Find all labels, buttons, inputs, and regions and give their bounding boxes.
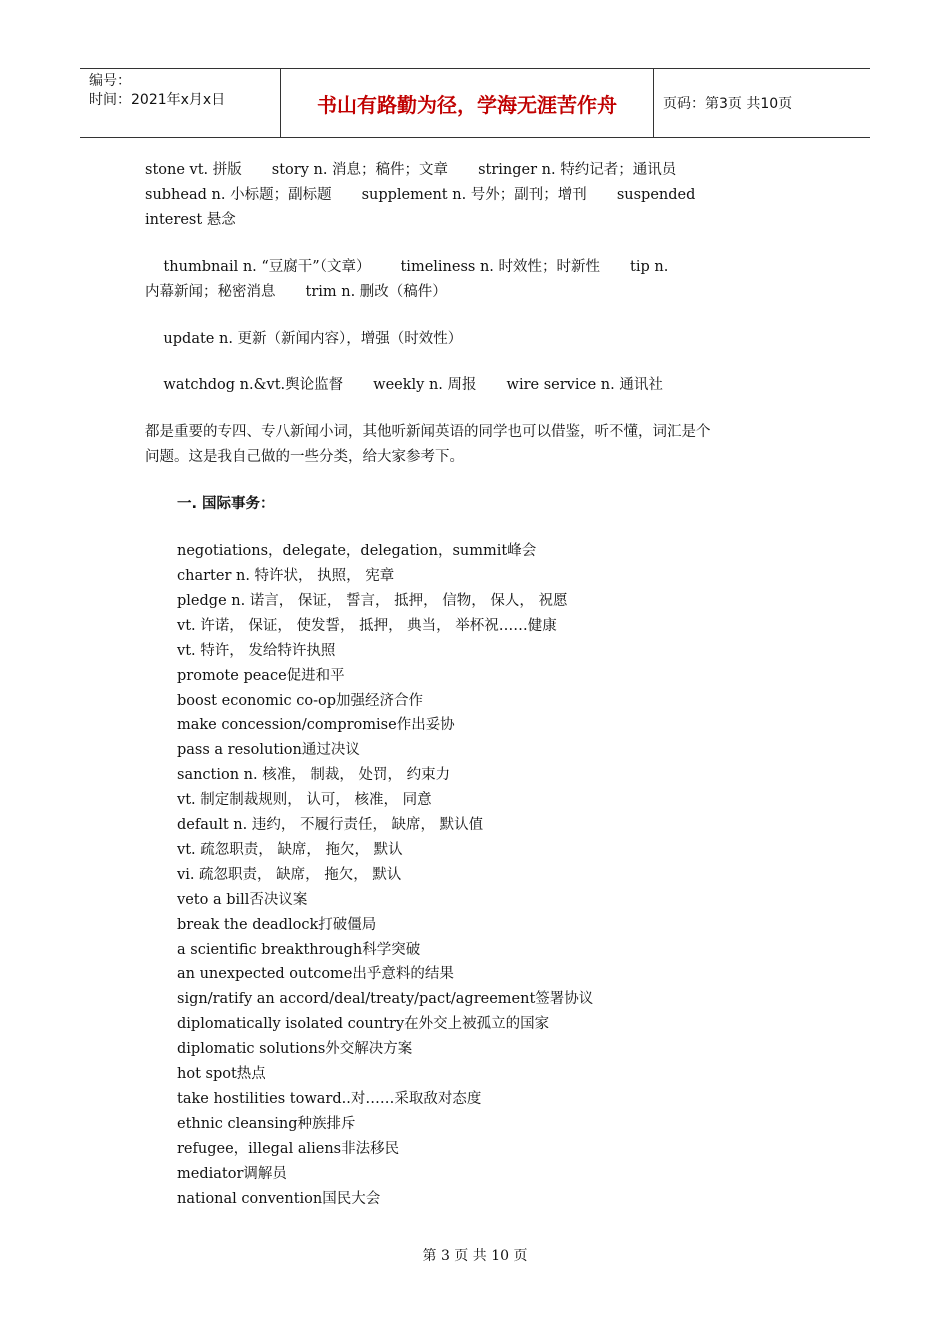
vocab-row bbox=[145, 327, 805, 352]
list-item: pledge n. 诺言， 保证， 誓言， 抵押， 信物， 保人， 祝愿 bbox=[177, 592, 568, 609]
list-item: vi. 疏忽职责， 缺席， 拖欠， 默认 bbox=[177, 866, 402, 883]
page-footer: 第 3 页 共 10 页 bbox=[422, 1248, 528, 1264]
vocab-term: 内幕新闻；秘密消息 bbox=[145, 283, 276, 300]
section-heading: 一. 国际事务： bbox=[177, 496, 275, 513]
vocab-term: story n. 消息；稿件；文章 bbox=[271, 162, 449, 178]
vocab-term: thumbnail n. “豆腐干”（文章） bbox=[145, 258, 371, 275]
vocab-line bbox=[145, 208, 805, 233]
vocab-line bbox=[145, 158, 805, 183]
vocab-term: stone vt. 拼版 bbox=[145, 162, 242, 178]
vocab-term: interest 悬念 bbox=[145, 211, 236, 228]
list-item: vt. 制定制裁规则， 认可， 核准， 同意 bbox=[177, 792, 432, 809]
list-item: an unexpected outcome出乎意料的结果 bbox=[177, 966, 454, 983]
header-meta bbox=[80, 69, 281, 137]
page-header bbox=[80, 68, 870, 138]
list-item: ethnic cleansing种族排斥 bbox=[177, 1115, 356, 1132]
list-item: national convention国民大会 bbox=[177, 1190, 381, 1207]
intro-paragraph bbox=[145, 420, 805, 470]
list-item: break the deadlock打破僵局 bbox=[177, 916, 377, 933]
list-item: hot spot热点 bbox=[177, 1066, 266, 1083]
vocab-row bbox=[145, 158, 805, 233]
list-item: negotiations，delegate，delegation，summit峰会 bbox=[177, 543, 537, 560]
vocab-line bbox=[145, 183, 805, 208]
vocab-line bbox=[145, 373, 805, 398]
vocab-line bbox=[145, 327, 805, 352]
vocab-term: update n. 更新（新闻内容），增强（时效性） bbox=[145, 330, 463, 347]
list-item: diplomatic solutions外交解决方案 bbox=[177, 1041, 413, 1058]
list-item: promote peace促进和平 bbox=[177, 667, 345, 684]
list-item: sign/ratify an accord/deal/treaty/pact/agreement签署协议 bbox=[177, 991, 594, 1008]
vocab-block bbox=[145, 158, 805, 398]
list-item: take hostilities toward..对……采取敌对态度 bbox=[177, 1091, 482, 1107]
vocab-term: watchdog n.&vt.舆论监督 bbox=[145, 377, 344, 394]
list-item: default n. 违约， 不履行责任， 缺席， 默认值 bbox=[177, 817, 484, 834]
header-page-number: 页码：第3页 共10页 bbox=[663, 96, 793, 112]
vocab-line bbox=[145, 255, 805, 280]
document-body bbox=[145, 158, 805, 1212]
header-motto: 书山有路勤为径，学海无涯苦作舟 bbox=[281, 69, 654, 137]
vocab-term: trim n. 删改（稿件） bbox=[305, 283, 447, 300]
list-item: pass a resolution通过决议 bbox=[177, 742, 360, 759]
list-item: charter n. 特许状， 执照， 宪章 bbox=[177, 567, 395, 584]
vocab-term: timeliness n. 时效性；时新性 bbox=[400, 258, 601, 275]
list-item: vt. 疏忽职责， 缺席， 拖欠， 默认 bbox=[177, 841, 403, 858]
vocab-row bbox=[145, 373, 805, 398]
vocab-term: stringer n. 特约记者；通讯员 bbox=[478, 162, 677, 178]
doc-time-label: 时间：2021年x月x日 bbox=[89, 92, 226, 108]
intro-line: 问题。这是我自己做的一些分类，给大家参考下。 bbox=[145, 449, 464, 466]
list-item: a scientific breakthrough科学突破 bbox=[177, 941, 421, 958]
vocab-row bbox=[145, 255, 805, 305]
vocab-line bbox=[145, 280, 805, 305]
vocab-term: weekly n. 周报 bbox=[373, 377, 477, 394]
list-item: veto a bill否决议案 bbox=[177, 891, 308, 908]
list-item: sanction n. 核准， 制裁， 处罚， 约束力 bbox=[177, 767, 451, 784]
doc-number-label: 编号： bbox=[89, 73, 131, 89]
vocab-term: suspended bbox=[616, 186, 696, 203]
list-item: vt. 许诺， 保证， 使发誓， 抵押， 典当， 举杯祝……健康 bbox=[177, 617, 557, 634]
vocab-term: wire service n. 通讯社 bbox=[506, 377, 663, 394]
list-item: refugee，illegal aliens非法移民 bbox=[177, 1140, 400, 1157]
list-item: diplomatically isolated country在外交上被孤立的国家 bbox=[177, 1016, 550, 1033]
list-item: vt. 特许， 发给特许执照 bbox=[177, 642, 336, 659]
vocab-term: supplement n. 号外；副刊；增刊 bbox=[361, 186, 587, 203]
list-item: boost economic co-op加强经济合作 bbox=[177, 692, 423, 709]
list-item: make concession/compromise作出妥协 bbox=[177, 717, 455, 734]
term-list bbox=[145, 539, 805, 1211]
intro-line: 都是重要的专四、专八新闻小词，其他听新闻英语的同学也可以借鉴，听不懂，词汇是个 bbox=[145, 424, 711, 441]
vocab-term: tip n. bbox=[630, 258, 669, 275]
vocab-term: subhead n. 小标题；副标题 bbox=[145, 186, 332, 203]
list-item: mediator调解员 bbox=[177, 1165, 287, 1182]
